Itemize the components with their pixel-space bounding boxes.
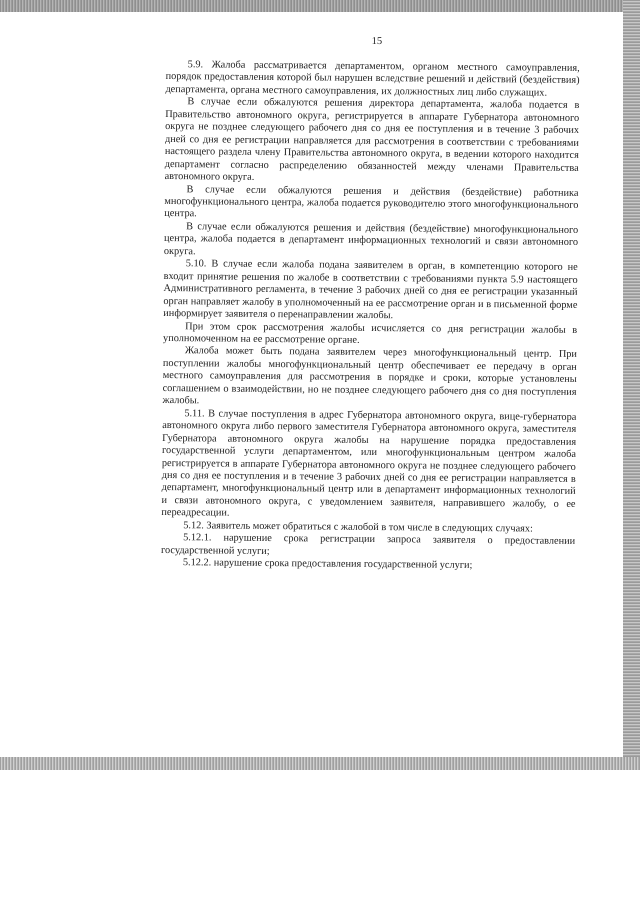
paragraph-5-12-1: 5.12.1. нарушение срока регистрации запроса заявителя о предоставлении государственной услуги; [160, 532, 576, 557]
paragraph-5-12: 5.12. Заявитель может обратиться с жалобой в том числе в следующих случаях: [183, 519, 534, 535]
scan-edge-top [0, 0, 640, 12]
paragraph-mfc-complaint: В случае если обжалуются решения и действия (бездействие) многофункционального центра, жалоба подается в департамент информационных технологий и связи автономного округа. [163, 221, 579, 258]
paragraph-mfc-employee-complaint: В случае если обжалуются решения и действия (бездействие) работника многофункционального центра, жалоба подается руководителю этого многофункционального центра. [164, 183, 579, 220]
paragraph-director-complaint: В случае если обжалуются решения директора департамента, жалоба подается в Правительство автономного округа, регистрируется в аппарате Губернатора автономного округа не позднее следующего рабочего дня со дня ее поступления и в течение 3 рабочих дней со дня ее регистрации направляется для рассмотрения в соответствии с требованиями настоящего раздела члену Правительства автономного округа, в ведении которого находится департамент согласно распределению обязанностей между членами Правительства автономного округа. [164, 96, 580, 183]
paragraph-5-10: 5.10. В случае если жалоба подана заявителем в орган, в компетенцию которого не входит принятие решения по жалобе в соответствии с требованиями пункта 5.9 настоящего Административного регламента, в течение 3 рабочих дней со дня ее регистрации указанный орган направляет жалобу в уполномоченный на ее рассмотрение орган и в письменной форме информирует заявителя о перенаправлении жалобы. [163, 258, 578, 322]
paragraph-mfc-submission: Жалоба может быть подана заявителем через многофункциональный центр. При поступлении жалобы многофункциональный центр обеспечивает ее передачу в орган местного самоуправления для рассмотрения в порядке и сроки, которые установлены соглашением о взаимодействии, но не позднее следующего рабочего дня со дня поступления жалобы. [162, 345, 577, 407]
paragraph-5-11: 5.11. В случае поступления в адрес Губернатора автономного округа, вице-губернатора автономного округа либо первого заместителя Губернатора автономного округа, заместителя Губернатора автономного округа жалобы на нарушение порядка предоставления государственной услуги департаментом, или многофункциональным центром жалоба регистрируется в аппарате Губернатора автономного округа не позднее следующего рабочего дня со дня ее поступления и в течение 3 рабочих дней со дня ее регистрации направляется в департамент, многофункциональный центр или в департамент информационных технологий и связи автономного округа, с уведомлением заявителя, направившего жалобу, о ее переадресации. [161, 407, 577, 519]
scan-edge-bottom [0, 757, 640, 770]
document-page [161, 34, 580, 574]
paragraph-5-12-2: 5.12.2. нарушение срока предоставления государственной услуги; [182, 557, 473, 572]
paragraph-review-period: При этом срок рассмотрения жалобы исчисляется со дня регистрации жалобы в уполномоченном на ее рассмотрение органе. [163, 320, 578, 346]
scan-edge-right [623, 0, 640, 770]
page-number: 15 [371, 35, 383, 48]
paragraph-5-9: 5.9. Жалоба рассматривается департаментом, органом местного самоуправления, порядок предоставления которой был нарушен вследствие решений и действий (бездействия) департамента, органа местного самоуправления, их должностных лиц либо служащих. [165, 59, 580, 99]
